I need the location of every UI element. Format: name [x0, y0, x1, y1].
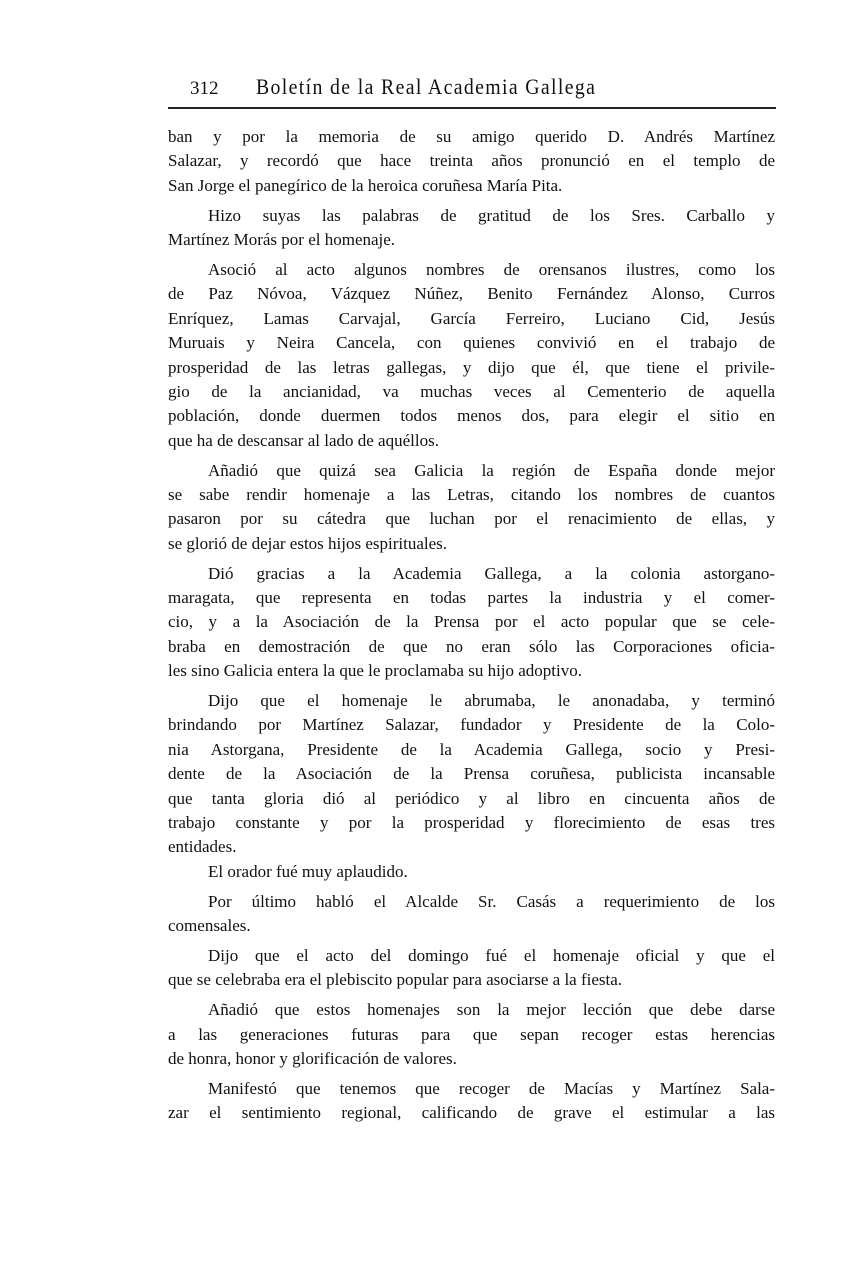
text-line: brindando por Martínez Salazar, fundador y Presidente de la Colo-	[168, 715, 775, 735]
text-line: Añadió que estos homenajes son la mejor lección que debe darse	[208, 1000, 775, 1020]
paragraph	[168, 562, 775, 684]
text-line: Salazar, y recordó que hace treinta años pronunció en el templo de	[168, 151, 775, 171]
text-line: El orador fué muy aplaudido.	[208, 861, 408, 881]
text-line: ban y por la memoria de su amigo querido D. Andrés Martínez	[168, 127, 775, 146]
text-line: que tanta gloria dió al periódico y al libro en cincuenta años de	[168, 788, 775, 808]
paragraph	[168, 459, 775, 557]
paragraph	[168, 944, 775, 993]
text-line: Enríquez, Lamas Carvajal, García Ferreiro, Luciano Cid, Jesús	[168, 308, 775, 328]
text-line: Dió gracias a la Academia Gallega, a la colonia astorgano-	[208, 563, 775, 583]
text-line: se sabe rendir homenaje a las Letras, citando los nombres de cuantos	[168, 484, 775, 504]
text-line: gio de la ancianidad, va muchas veces al Cementerio de aquella	[168, 381, 775, 401]
text-line: Dijo que el acto del domingo fué el homenaje oficial y que el	[208, 946, 775, 965]
text-line: se glorió de dejar estos hijos espirituales.	[168, 533, 448, 553]
page-number: 312	[190, 78, 219, 99]
text-line: Asoció al acto algunos nombres de orensanos ilustres, como los	[208, 259, 775, 279]
header-rule	[168, 107, 776, 109]
body-text	[168, 125, 775, 1126]
text-line: entidades.	[168, 837, 237, 857]
paragraph	[168, 1077, 775, 1126]
text-line: comensales.	[168, 916, 251, 936]
text-line: San Jorge el panegírico de la heroica coruñesa María Pita.	[168, 175, 563, 195]
text-line: cio, y a la Asociación de la Prensa por el acto popular que se cele-	[168, 612, 775, 632]
text-line: trabajo constante y por la prosperidad y florecimiento de esas tres	[168, 813, 775, 833]
text-line: braba en demostración de que no eran sólo las Corporaciones oficia-	[168, 636, 775, 656]
text-line: Hizo suyas las palabras de gratitud de los Sres. Carballo y	[208, 205, 775, 225]
text-line: pasaron por su cátedra que luchan por el renacimiento de ellas, y	[168, 509, 775, 529]
text-line: Manifestó que tenemos que recoger de Macías y Martínez Sala-	[208, 1078, 775, 1098]
text-line: prosperidad de las letras gallegas, y dijo que él, que tiene el privile-	[168, 357, 775, 377]
text-line: Muruais y Neira Cancela, con quienes convivió en el trabajo de	[168, 333, 775, 353]
text-line: zar el sentimiento regional, calificando de grave el estimular a las	[168, 1103, 775, 1123]
text-line: de Paz Nóvoa, Vázquez Núñez, Benito Fernández Alonso, Curros	[168, 284, 775, 304]
paragraph	[168, 125, 775, 198]
paragraph	[168, 258, 775, 453]
paragraph	[168, 204, 775, 253]
text-line: dente de la Asociación de la Prensa coruñesa, publicista incansable	[168, 764, 775, 784]
text-line: de honra, honor y glorificación de valores.	[168, 1049, 457, 1069]
text-line: población, donde duermen todos menos dos, para elegir el sitio en	[168, 406, 775, 426]
running-title: Boletín de la Real Academia Gallega	[256, 74, 597, 99]
text-line: que ha de descansar al lado de aquéllos.	[168, 430, 439, 450]
text-line: Por último habló el Alcalde Sr. Casás a requerimiento de los	[208, 891, 775, 911]
text-line: Martínez Morás por el homenaje.	[168, 230, 396, 250]
paragraph	[168, 890, 775, 939]
text-line: nia Astorgana, Presidente de la Academia Gallega, socio y Presi-	[168, 739, 775, 759]
text-line: Añadió que quizá sea Galicia la región de España donde mejor	[208, 460, 775, 480]
page-header	[168, 74, 775, 106]
paragraph	[168, 998, 775, 1071]
paragraph	[168, 860, 775, 884]
text-line: Dijo que el homenaje le abrumaba, le anonadaba, y terminó	[208, 691, 775, 711]
text-line: a las generaciones futuras para que sepan recoger estas herencias	[168, 1024, 775, 1044]
text-line: les sino Galicia entera la que le proclamaba su hijo adoptivo.	[168, 661, 583, 681]
text-line: maragata, que representa en todas partes la industria y el comer-	[168, 588, 775, 608]
text-line: que se celebraba era el plebiscito popular para asociarse a la fiesta.	[168, 970, 623, 990]
paragraph	[168, 689, 775, 860]
